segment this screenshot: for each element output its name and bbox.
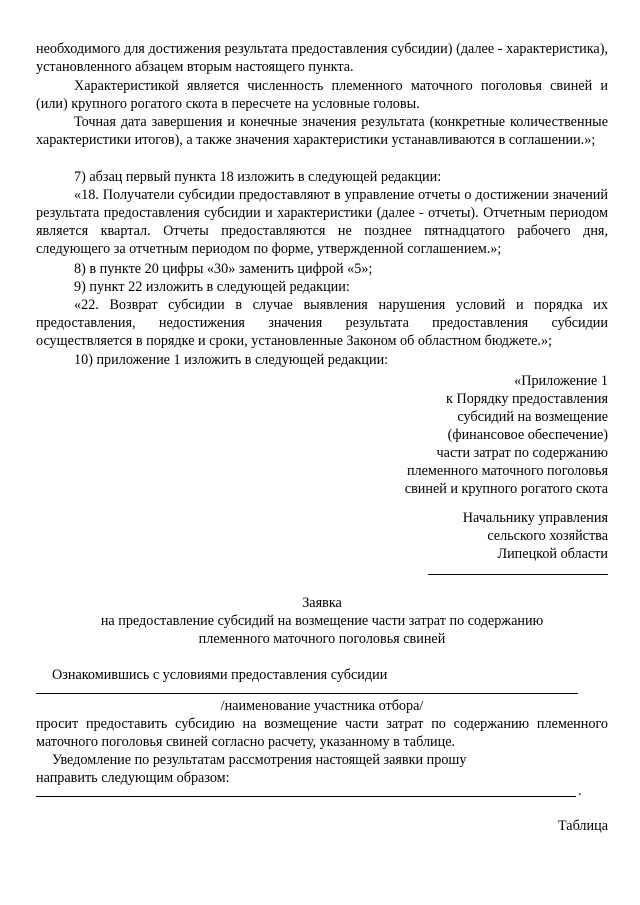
paragraph-characteristic-definition: Характеристикой является численность племенного маточного поголовья свиней и (или) крупного рогатого скота в пересчете на условные головы. [36,78,608,112]
participant-name-line[interactable] [36,693,578,694]
addressee-signature-line[interactable] [428,574,608,575]
familiarized-text: Ознакомившись с условиями предоставления субсидии [52,667,388,683]
paragraph-item-7: 7) абзац первый пункта 18 изложить в следующей редакции: [74,169,442,185]
addressee-line: сельского хозяйства [487,528,608,544]
table-label: Таблица [557,818,608,834]
addressee-block [288,509,608,563]
appendix-line: части затрат по содержанию [436,445,608,461]
appendix-line: «Приложение 1 [514,373,608,389]
appendix-line: (финансовое обеспечение) [447,427,608,443]
paragraph-item-9: 9) пункт 22 изложить в следующей редакции: [74,279,350,295]
form-subtitle-line2: племенного маточного поголовья свиней [198,631,446,647]
appendix-line: племенного маточного поголовья [406,463,608,479]
addressee-line: Липецкой области [497,546,608,562]
paragraph-item-10: 10) приложение 1 изложить в следующей редакции: [74,352,389,368]
paragraph-characteristic-end: необходимого для достижения результата предоставления субсидии) (далее - характеристика), установленного абзацем вторым настоящего пункта. [36,41,608,75]
participant-name-caption: /наименование участника отбора/ [220,698,424,714]
paragraph-item-18-text: «18. Получатели субсидии предоставляют в управление отчеты о достижении значений результата предоставления субсидии и характеристики (далее - отчеты). Отчетным периодом является квартал. Отчеты предоставляются не позднее пятнадцатого рабочего дня, следующего за отчетным периодом по форме, утвержденной соглашением.»; [36,187,608,257]
paragraph-exact-date: Точная дата завершения и конечные значения результата (конкретные количественные характеристики итогов), а также значения характеристики устанавливаются в соглашении.»; [36,114,608,148]
appendix-line: субсидий на возмещение [457,409,608,425]
notice-line-2: направить следующим образом: [36,770,230,786]
appendix-header [288,372,608,498]
addressee-line: Начальнику управления [462,510,608,526]
appendix-line: к Порядку предоставления [446,391,608,407]
form-subtitle-line1: на предоставление субсидий на возмещение части затрат по содержанию [100,613,544,629]
notice-line-1: Уведомление по результатам рассмотрения настоящей заявки прошу [52,752,467,768]
appendix-line: свиней и крупного рогатого скота [404,481,608,497]
notice-method-line[interactable] [36,796,576,797]
request-paragraph: просит предоставить субсидию на возмещение части затрат по содержанию племенного маточного поголовья свиней согласно расчету, указанному в таблице. [36,716,608,750]
paragraph-item-22-text: «22. Возврат субсидии в случае выявления нарушения условий и порядка их предоставления, недостижения значения результата предоставления субсидии осуществляется в порядке и сроки, установленные Законом об областном бюджете.»; [36,297,608,349]
form-title: Заявка [302,595,342,611]
paragraph-item-8: 8) в пункте 20 цифры «30» заменить цифрой «5»; [74,261,373,277]
notice-period: . [578,783,582,799]
